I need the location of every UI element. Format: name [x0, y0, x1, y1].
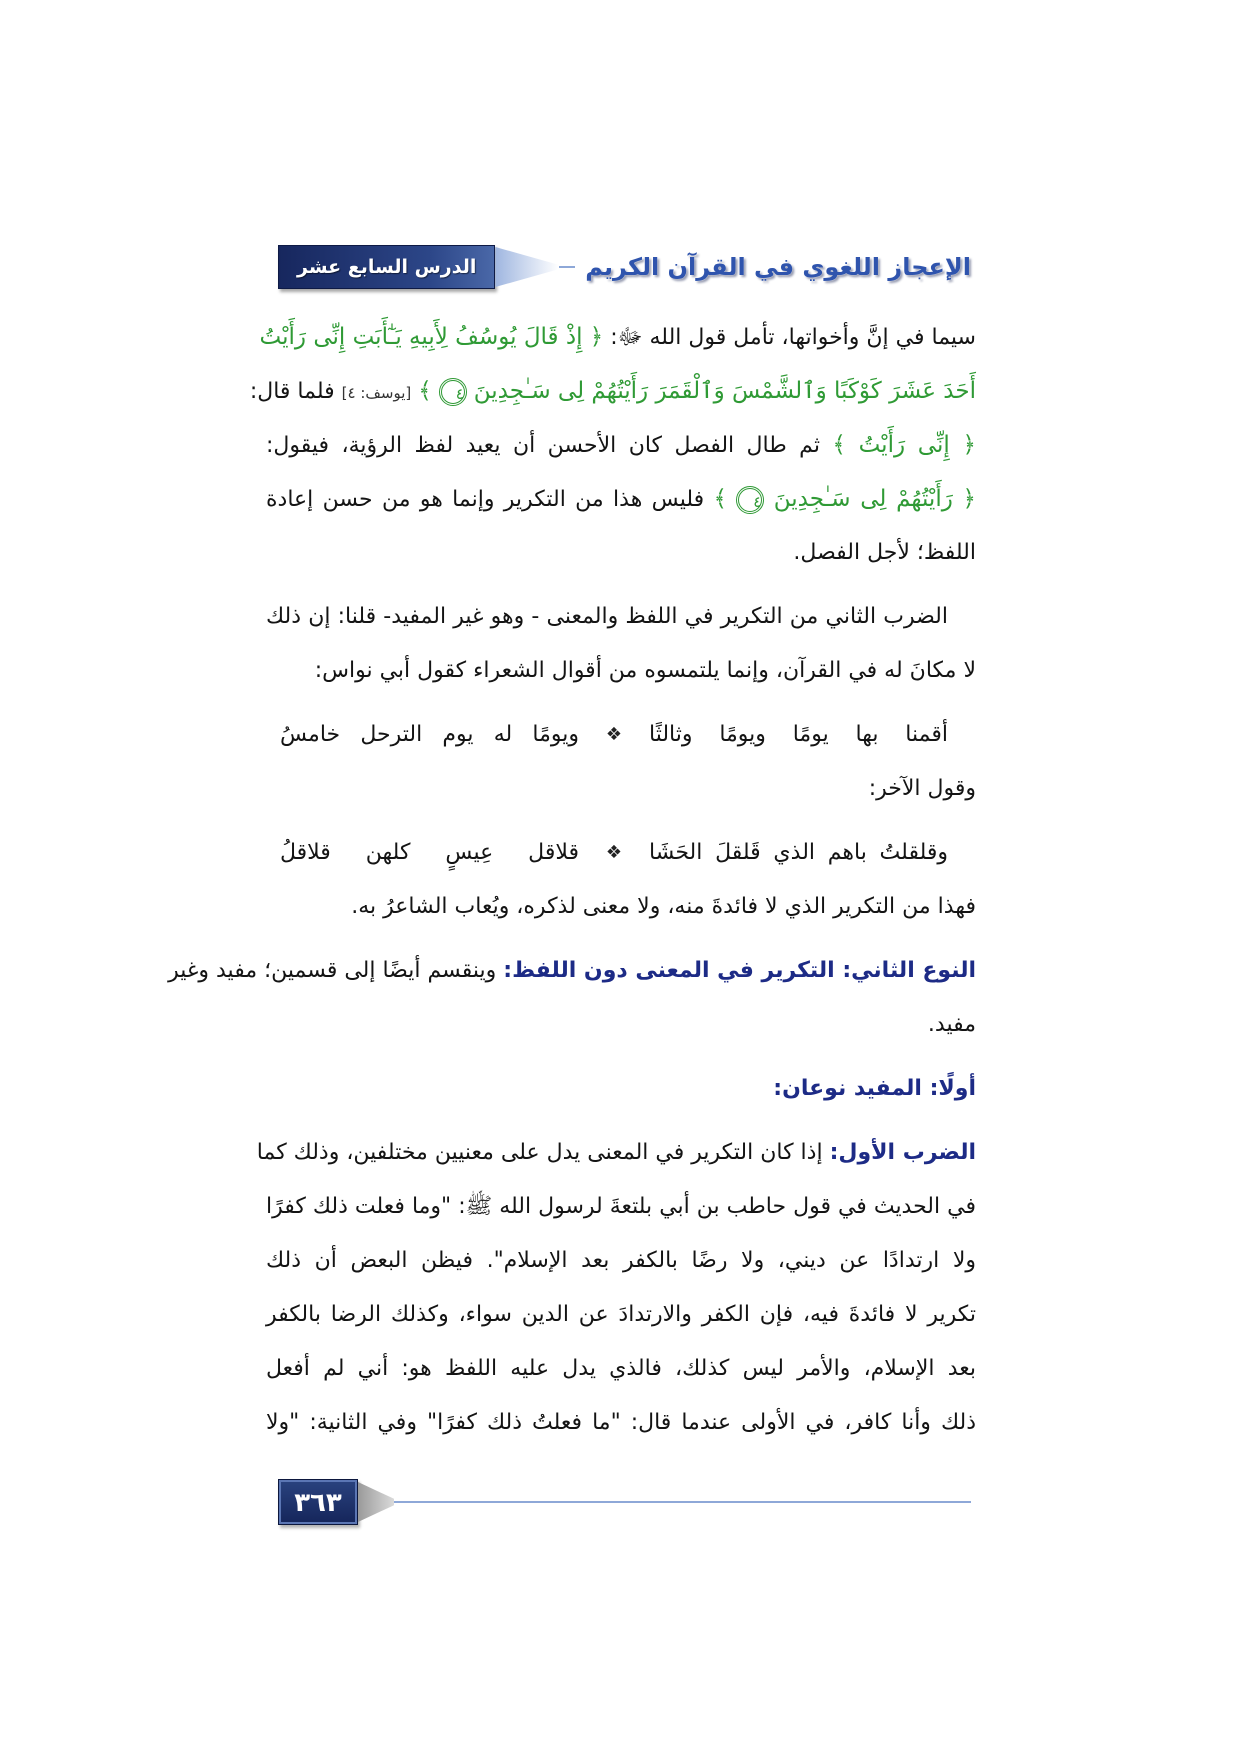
body-text: اللفظ؛ لأجل الفصل. — [793, 540, 976, 565]
text-line — [256, 1126, 976, 1180]
body-text: ولا ارتدادًا عن ديني، ولا رضًا بالكفر بعد الإسلام". فيظن البعض أن ذلك — [266, 1248, 976, 1273]
body-text: لا مكانَ له في القرآن، وإنما يلتمسوه من أقوال الشعراء كقول أبي نواس: — [314, 658, 976, 683]
page-number-footer — [278, 1478, 971, 1526]
second-hemistich: قلاقل عِيسٍ كلهن قلاقلُ — [280, 840, 579, 865]
body-text: ذلك وأنا كافر، في الأولى عندما قال: "ما فعلتُ ذلك كفرًا" وفي الثانية: "ولا — [266, 1410, 976, 1435]
first-hemistich: أقمنا بها يومًا ويومًا وثالثًا — [649, 722, 948, 747]
text-line — [266, 418, 976, 472]
text-line — [266, 880, 976, 934]
quran-reference: [يوسف: ٤] — [341, 384, 412, 402]
text-line — [266, 1062, 976, 1116]
ayah-number-marker: ٤ — [736, 486, 764, 514]
quran-verse: ﴿ إِنِّى رَأَيْتُ ﴾ — [832, 432, 976, 458]
section-heading: النوع الثاني: التكرير في المعنى دون اللفظ: — [503, 958, 976, 983]
quran-close-bracket: ﴾ — [418, 378, 432, 404]
body-text: فهذا من التكرير الذي لا فائدةَ منه، ولا معنى لذكره، ويُعاب الشاعرُ به. — [351, 894, 976, 919]
text-line — [259, 310, 976, 364]
text-line — [266, 1342, 976, 1396]
body-text: وينقسم أيضًا إلى قسمين؛ مفيد وغير — [168, 958, 497, 983]
quran-verse: أَحَدَ عَشَرَ كَوْكَبًا وَٱلشَّمْسَ وَٱلْقَمَرَ رَأَيْتُهُمْ لِى سَـٰجِدِينَ — [473, 378, 976, 404]
quran-close-bracket: ﴾ — [713, 486, 727, 512]
section-heading: الضرب الأول: — [829, 1140, 976, 1165]
running-header — [278, 243, 971, 291]
page-number-shadow — [358, 1482, 394, 1522]
body-text: الضرب الثاني من التكرير في اللفظ والمعنى - وهو غير المفيد- قلنا: إن ذلك — [266, 604, 948, 629]
text-line — [266, 472, 976, 526]
body-text: بعد الإسلام، والأمر ليس كذلك، فالذي يدل عليه اللفظ هو: أني لم أفعل — [266, 1356, 976, 1381]
poetry-verse — [266, 708, 976, 762]
text-line — [266, 1396, 976, 1450]
body-text: إذا كان التكرير في المعنى يدل على معنيين مختلفين، وذلك كما — [256, 1140, 823, 1165]
body-text: في الحديث في قول حاطب بن أبي بلتعةَ لرسول الله ﷺ: "وما فعلت ذلك كفرًا — [266, 1194, 976, 1219]
text-line — [249, 364, 976, 418]
first-hemistich: وقلقلتُ باهم الذي قَلقلَ الحَشَا — [649, 840, 948, 865]
page-body — [168, 310, 976, 1450]
text-line — [266, 998, 976, 1052]
body-text: فلما قال: — [249, 379, 335, 404]
body-text: تكرير لا فائدةَ فيه، فإن الكفر والارتدادَ عن الدين سواء، وكذلك الرضا بالكفر — [266, 1302, 976, 1327]
text-line — [266, 1234, 976, 1288]
page-number: ٣٦٣ — [278, 1479, 358, 1525]
book-title: الإعجاز اللغوي في القرآن الكريم — [585, 253, 971, 281]
text-line — [266, 590, 976, 644]
body-text: سيما في إنَّ وأخواتها، تأمل قول الله ﷻ: — [610, 325, 976, 350]
badge-tail-ornament — [495, 247, 559, 287]
body-text: فليس هذا من التكرير وإنما هو من حسن إعادة — [266, 487, 705, 512]
quran-verse: ﴿ رَأَيْتُهُمْ لِى سَـٰجِدِينَ — [773, 486, 976, 512]
poetry-verse — [266, 826, 976, 880]
second-hemistich: ويومًا له يوم الترحل خامسُ — [280, 722, 579, 747]
text-line — [266, 644, 976, 698]
ayah-number-marker: ٤ — [439, 378, 467, 406]
body-text: ثم طال الفصل كان الأحسن أن يعيد لفظ الرؤية، فيقول: — [266, 433, 820, 458]
subsection-heading: أولًا: المفيد نوعان: — [773, 1076, 976, 1101]
lesson-badge: الدرس السابع عشر — [278, 245, 495, 289]
text-line — [168, 944, 976, 998]
text-line — [266, 1288, 976, 1342]
body-text: مفيد. — [927, 1012, 976, 1037]
text-line — [266, 1180, 976, 1234]
footer-rule — [394, 1501, 971, 1503]
verse-separator: ❖ — [605, 724, 623, 745]
body-text: وقول الآخر: — [868, 776, 976, 801]
text-line — [266, 762, 976, 816]
verse-separator: ❖ — [605, 842, 623, 863]
quran-verse: ﴿ إِذْ قَالَ يُوسُفُ لِأَبِيهِ يَـٰٓأَبَتِ إِنِّى رَأَيْتُ — [259, 324, 604, 350]
text-line — [266, 526, 976, 580]
header-rule — [559, 266, 575, 268]
